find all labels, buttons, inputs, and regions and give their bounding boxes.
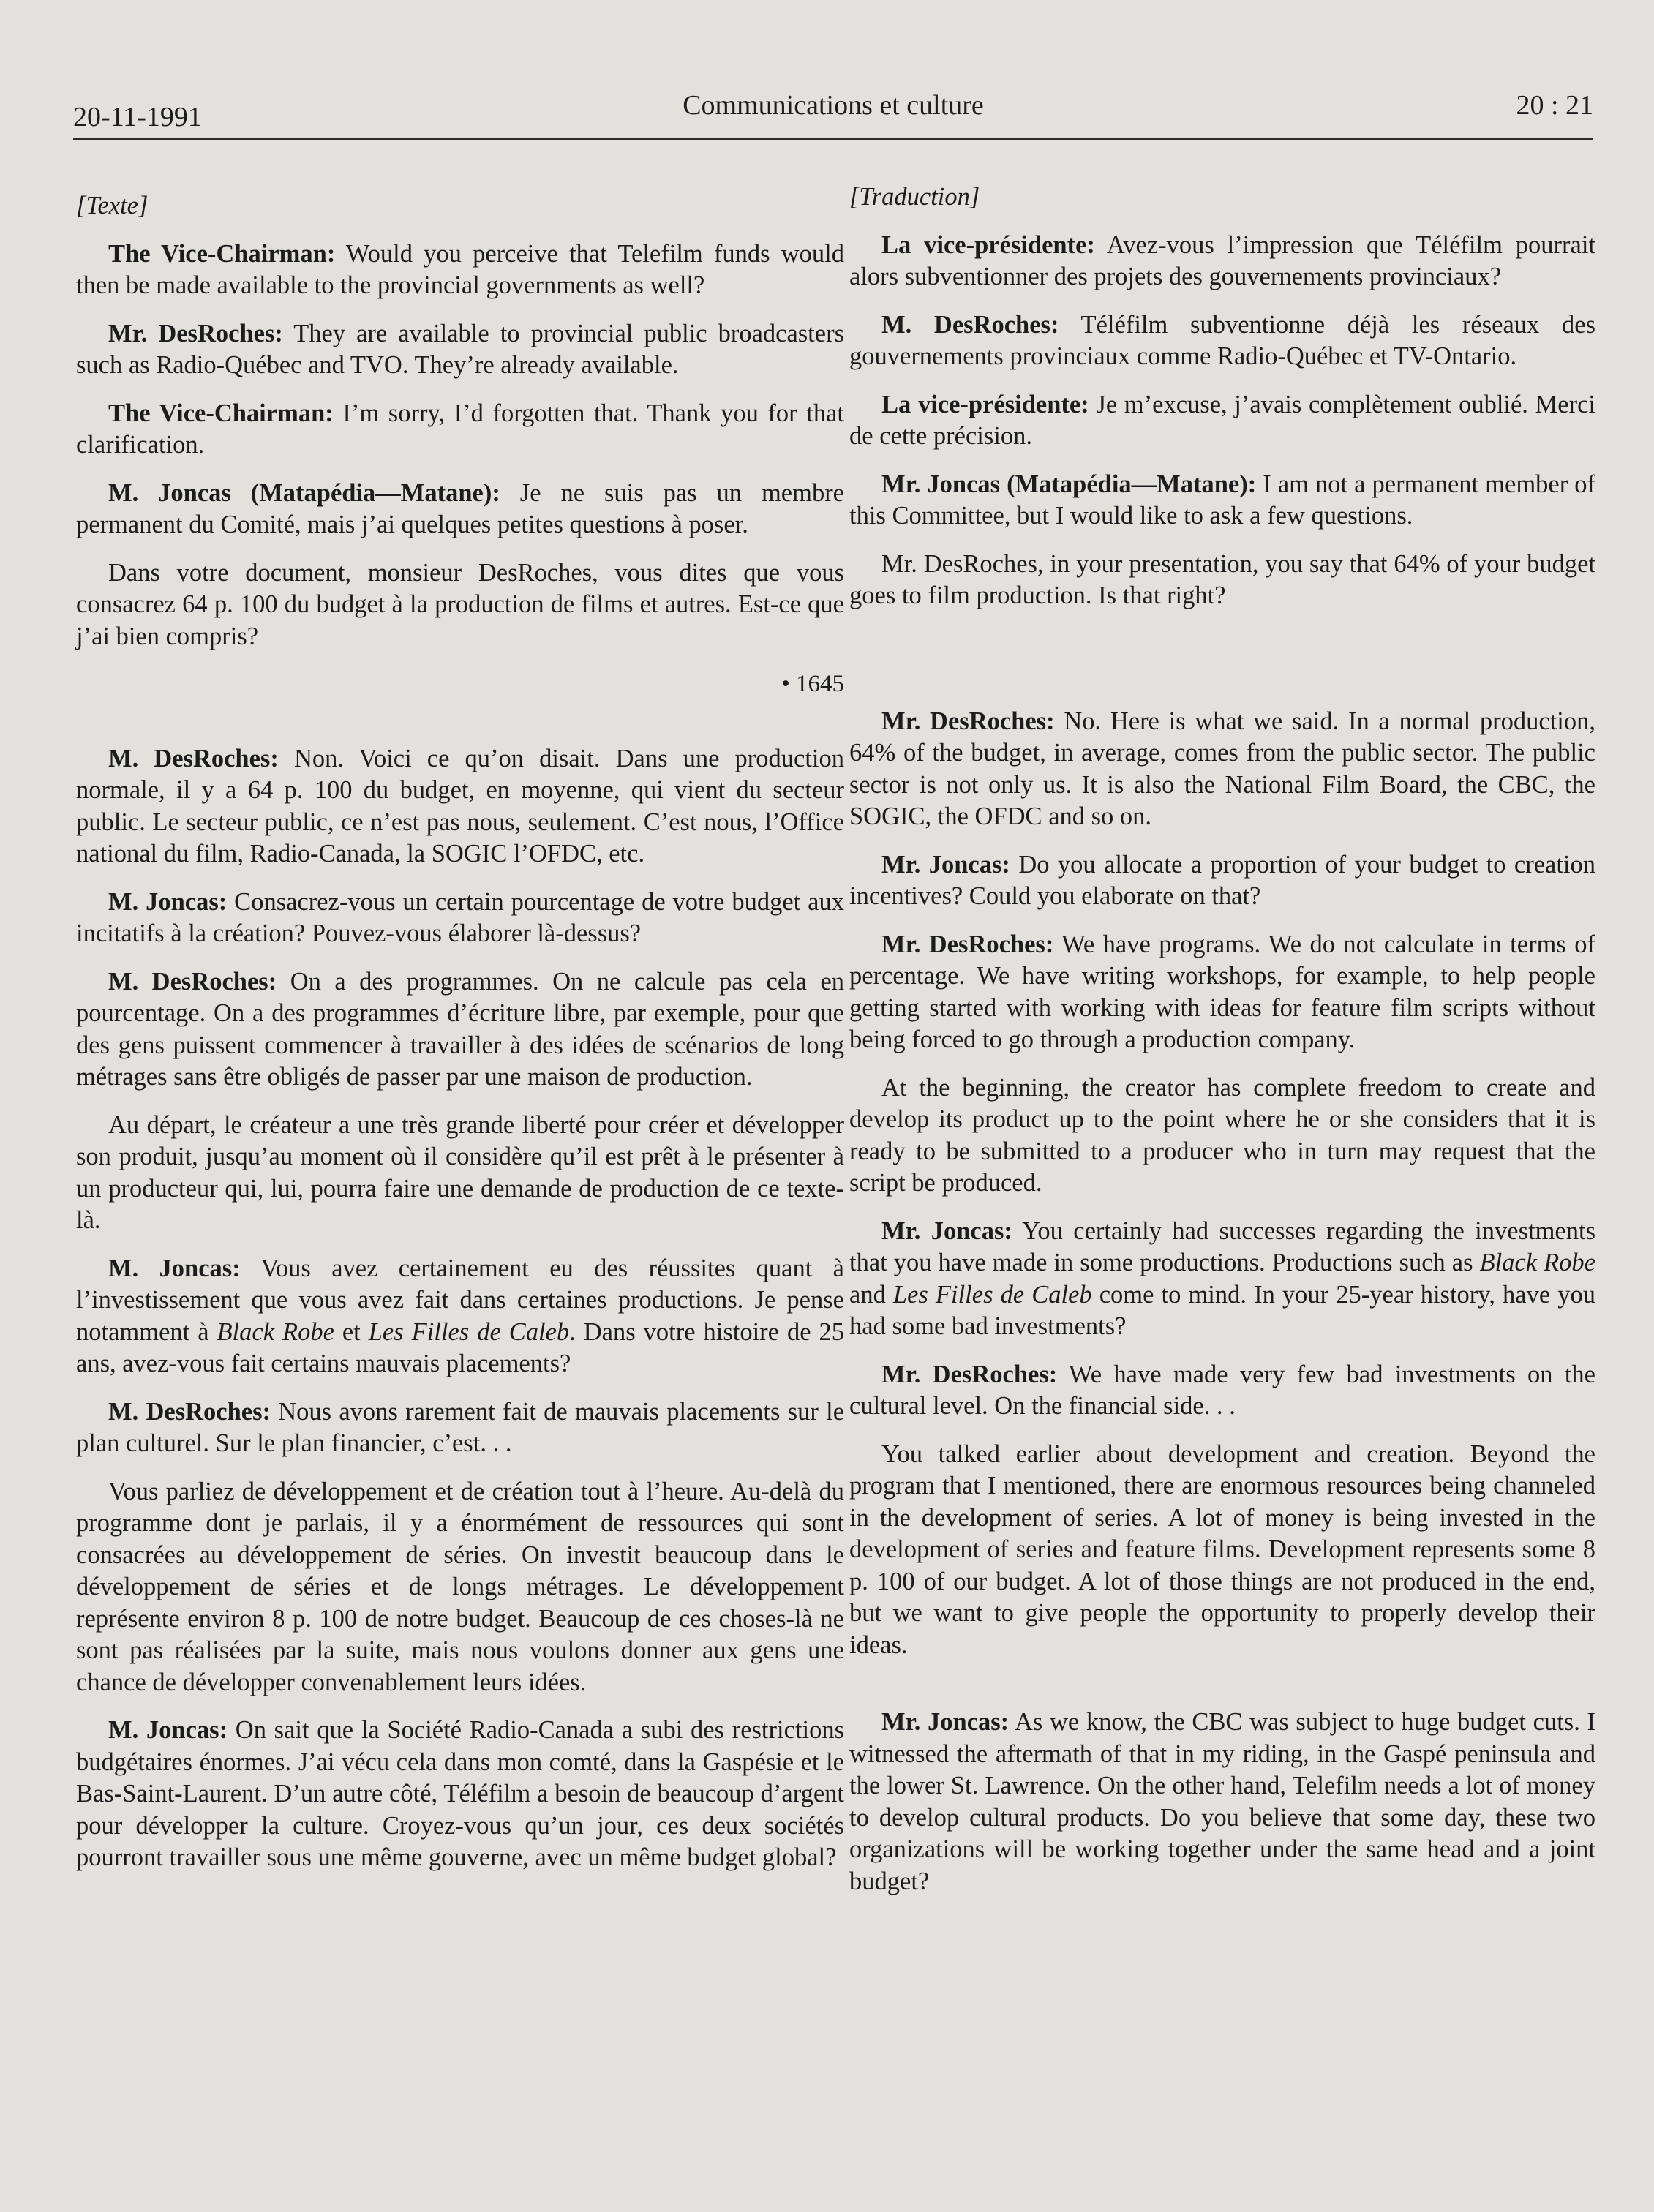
speech-text: Téléfilm subventionne déjà les réseaux des gouvernements provinciaux comme Radio-Québec et TV-Ontario. bbox=[849, 310, 1595, 370]
paragraph bbox=[76, 966, 844, 1094]
paragraph bbox=[849, 1707, 1595, 1897]
speaker-name: Mr. Joncas: bbox=[881, 850, 1010, 879]
speech-text: They are available to provincial public broadcasters such as Radio-Québec and TVO. They’re already available. bbox=[76, 319, 844, 379]
paragraph bbox=[849, 1359, 1595, 1423]
film-title: Les Filles de Caleb bbox=[368, 1317, 570, 1346]
speaker-name: M. Joncas: bbox=[108, 887, 228, 916]
speaker-name: M. DesRoches: bbox=[108, 1397, 271, 1426]
speaker-name: Mr. DesRoches: bbox=[108, 319, 283, 347]
speaker-name: Mr. DesRoches: bbox=[881, 930, 1054, 958]
speech-text: As we know, the CBC was subject to huge budget cuts. I witnessed the aftermath of that in my riding, in the Gaspé peninsula and the lower St. Lawrence. On the other hand, Telefilm needs a lot of money to develop cultural products. Do you believe that some day, these two organizations will be working together under the same head and a joint budget? bbox=[849, 1708, 1595, 1895]
speech-text: et bbox=[334, 1317, 369, 1346]
paragraph bbox=[849, 309, 1595, 373]
speech-text: No. Here is what we said. In a normal production, 64% of the budget, in average, comes from the public sector. The public sector is not only us. It is also the National Film Board, the CBC, the SOGIC, the OFDC and so on. bbox=[849, 707, 1595, 830]
paragraph: You talked earlier about development and creation. Beyond the program that I mentioned, there are enormous resources being channeled in the development of series. A lot of money is being invested in the development of series and feature films. Development represents some 8 p. 100 of our budget. A lot of those things are not produced in the end, but we want to give people the opportunity to properly develop their ideas. bbox=[849, 1440, 1595, 1659]
paragraph: Au départ, le créateur a une très grande liberté pour créer et développer son produit, jusqu’au moment où il considère qu’il est prêt à le présenter à un producteur qui, lui, pourra faire une demande de production de ce texte-là. bbox=[76, 1110, 844, 1234]
paragraph bbox=[76, 478, 844, 541]
speech-text: Consacrez-vous un certain pourcentage de votre budget aux incitatifs à la création? Pouvez-vous élaborer là-dessus? bbox=[76, 887, 844, 947]
speech-text: I am not a permanent member of this Committee, but I would like to ask a few questions. bbox=[849, 470, 1596, 530]
paragraph: Dans votre document, monsieur DesRoches, vous dites que vous consacrez 64 p. 100 du budget à la production de films et autres. Est-ce que j’ai bien compris? bbox=[76, 558, 844, 650]
film-title: Black Robe bbox=[1479, 1249, 1595, 1276]
paragraph bbox=[76, 1253, 844, 1380]
speech-text: Je m’excuse, j’avais complètement oublié. Merci de cette précision. bbox=[849, 390, 1595, 450]
paragraph bbox=[76, 1715, 844, 1874]
speaker-name: M. DesRoches: bbox=[881, 310, 1059, 339]
speaker-name: The Vice-Chairman: bbox=[108, 239, 336, 268]
paragraph: Vous parliez de développement et de création tout à l’heure. Au-delà du programme dont je parlais, il y a énormément de ressources qui sont consacrées au développement de séries. On investit beaucoup dans le développement de séries et de longs métrages. Le développement représente environ 8 p. 100 de notre budget. Beaucoup de ces choses-là ne sont pas réalisées par la suite, mais nous voulons donner aux gens une chance de développer convenablement leurs idées. bbox=[76, 1477, 844, 1696]
speech-text: Nous avons rarement fait de mauvais placements sur le plan culturel. Sur le plan financier, c’est. . . bbox=[76, 1397, 845, 1457]
paragraph bbox=[76, 887, 844, 950]
paragraph bbox=[76, 1396, 844, 1460]
page-header bbox=[73, 86, 1593, 140]
speaker-name: La vice-présidente: bbox=[881, 230, 1095, 259]
left-column-french bbox=[76, 181, 844, 1890]
header-page-number: 20 : 21 bbox=[1516, 90, 1593, 121]
speech-text: and bbox=[849, 1280, 893, 1309]
speech-text: Vous avez certainement eu des réussites quant à l’investissement que vous avez fait dans certaines productions. Je pense notamment à bbox=[76, 1254, 844, 1346]
speaker-name: M. Joncas (Matapédia—Matane): bbox=[108, 478, 500, 507]
speaker-name: Mr. Joncas (Matapédia—Matane): bbox=[881, 470, 1257, 498]
speech-text: We have made very few bad investments on the cultural level. On the financial side. . . bbox=[849, 1360, 1595, 1420]
speech-text: Avez-vous l’impression que Téléfilm pourrait alors subventionner des projets des gouvernements provinciaux? bbox=[849, 230, 1595, 290]
film-title: Les Filles de Caleb bbox=[892, 1280, 1092, 1309]
speech-text: I’m sorry, I’d forgotten that. Thank you for that clarification. bbox=[76, 399, 844, 459]
paragraph bbox=[849, 849, 1595, 913]
paragraph bbox=[76, 398, 844, 462]
speaker-name: The Vice-Chairman: bbox=[108, 399, 334, 427]
header-date: 20-11-1991 bbox=[73, 102, 202, 132]
paragraph bbox=[849, 1216, 1595, 1343]
film-title: Black Robe bbox=[217, 1317, 334, 1346]
speaker-name: Mr. DesRoches: bbox=[881, 1360, 1058, 1388]
section-tag: [Traduction] bbox=[849, 183, 980, 211]
paragraph: At the beginning, the creator has complete freedom to create and develop its product up to the point where he or she considers that it is ready to be submitted to a producer who in turn may request that the script be produced. bbox=[849, 1073, 1595, 1197]
speech-text: come to mind. In your 25-year history, have you had some bad investments? bbox=[849, 1280, 1595, 1340]
speech-text: You certainly had successes regarding the investments that you have made in some productions. Productions such as bbox=[849, 1216, 1595, 1276]
header-title: Communications et culture bbox=[683, 90, 984, 121]
speech-text: We have programs. We do not calculate in terms of percentage. We have writing workshops, for example, to help people getting started with working with ideas for feature film scripts without being forced to go through a production company. bbox=[849, 930, 1595, 1053]
speech-text: Would you perceive that Telefilm funds would then be made available to the provincial governments as well? bbox=[76, 239, 844, 299]
speaker-name: M. Joncas: bbox=[108, 1254, 241, 1282]
speech-text: . Dans votre histoire de 25 ans, avez-vous fait certains mauvais placements? bbox=[76, 1317, 845, 1377]
speaker-name: Mr. Joncas: bbox=[881, 1216, 1012, 1245]
paragraph bbox=[849, 706, 1595, 833]
paragraph bbox=[849, 230, 1595, 293]
paragraph bbox=[849, 389, 1595, 453]
speaker-name: Mr. DesRoches: bbox=[881, 707, 1055, 735]
timestamp: • 1645 bbox=[781, 671, 844, 697]
paragraph: Mr. DesRoches, in your presentation, you say that 64% of your budget goes to film production. Is that right? bbox=[849, 549, 1595, 609]
speaker-name: M. Joncas: bbox=[108, 1716, 228, 1744]
paragraph bbox=[76, 743, 844, 870]
speech-text: On sait que la Société Radio-Canada a subi des restrictions budgétaires énormes. J’ai vécu cela dans mon comté, dans la Gaspésie et le Bas-Saint-Laurent. D’un autre côté, Téléfilm a besoin de beaucoup d’argent pour développer la culture. Croyez-vous qu’un jour, ces deux sociétés pourront travailler sous une même gouverne, avec un même budget global? bbox=[76, 1716, 844, 1871]
paragraph bbox=[849, 469, 1595, 533]
paragraph bbox=[849, 929, 1595, 1056]
speaker-name: La vice-présidente: bbox=[881, 390, 1089, 418]
speech-text: Je ne suis pas un membre permanent du Comité, mais j’ai quelques petites questions à poser. bbox=[76, 478, 844, 538]
section-tag: [Texte] bbox=[76, 192, 149, 219]
paragraph bbox=[76, 238, 844, 302]
speech-text: On a des programmes. On ne calcule pas cela en pourcentage. On a des programmes d’écriture libre, par exemple, pour que des gens puissent commencer à travailler à des idées de scénarios de long métrages sans être obligés de passer par une maison de production. bbox=[76, 967, 845, 1091]
speech-text: Do you allocate a proportion of your budget to creation incentives? Could you elaborate on that? bbox=[849, 850, 1595, 910]
right-column-translation bbox=[849, 181, 1595, 1914]
speaker-name: Mr. Joncas: bbox=[881, 1708, 1010, 1736]
speaker-name: M. DesRoches: bbox=[108, 744, 279, 772]
paragraph bbox=[76, 318, 844, 382]
speech-text: Non. Voici ce qu’on disait. Dans une production normale, il y a 64 p. 100 du budget, en moyenne, qui vient du secteur public. Le secteur public, ce n’est pas nous, seulement. C’est nous, l’Office national du film, Radio-Canada, la SOGIC l’OFDC, etc. bbox=[76, 744, 844, 868]
speaker-name: M. DesRoches: bbox=[108, 967, 277, 996]
